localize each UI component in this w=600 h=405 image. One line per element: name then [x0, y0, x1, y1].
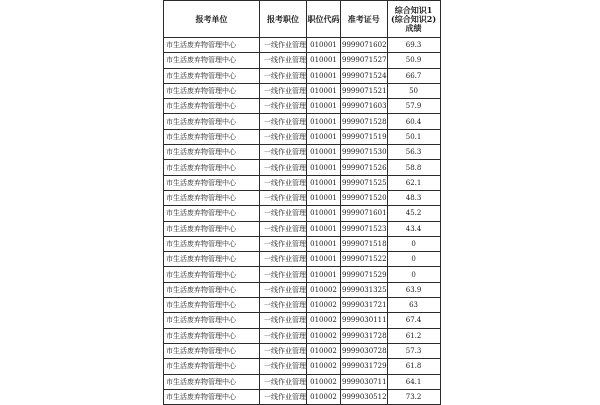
- header-position: 报考职位: [260, 1, 307, 38]
- cell-ticket: 9999071521: [341, 83, 388, 98]
- cell-position: 一线作业管理: [260, 298, 307, 313]
- cell-code: 010001: [307, 145, 341, 160]
- cell-ticket: 9999071602: [341, 38, 388, 53]
- cell-code: 010001: [307, 160, 341, 175]
- header-unit: 报考单位: [164, 1, 260, 38]
- cell-unit: 市生活废弃物管理中心: [164, 267, 260, 282]
- table-row: [164, 252, 441, 267]
- cell-unit: 市生活废弃物管理中心: [164, 83, 260, 98]
- cell-code: 010002: [307, 359, 341, 374]
- cell-unit: 市生活废弃物管理中心: [164, 252, 260, 267]
- cell-ticket: 9999071530: [341, 145, 388, 160]
- cell-position: 一线作业管理: [260, 175, 307, 190]
- table-row: [164, 129, 441, 144]
- table-row: [164, 53, 441, 68]
- cell-unit: 市生活废弃物管理中心: [164, 114, 260, 129]
- cell-position: 一线作业管理: [260, 236, 307, 251]
- cell-position: 一线作业管理: [260, 129, 307, 144]
- cell-score: 67.4: [387, 313, 440, 328]
- score-table: [163, 0, 441, 405]
- cell-ticket: 9999071527: [341, 53, 388, 68]
- header-score: [387, 1, 440, 38]
- cell-score: 63: [387, 298, 440, 313]
- cell-code: 010001: [307, 267, 341, 282]
- table-row: [164, 99, 441, 114]
- score-sheet: [163, 0, 441, 405]
- cell-score: 0: [387, 267, 440, 282]
- cell-unit: 市生活废弃物管理中心: [164, 160, 260, 175]
- cell-unit: 市生活废弃物管理中心: [164, 38, 260, 53]
- cell-score: 57.9: [387, 99, 440, 114]
- cell-score: 60.4: [387, 114, 440, 129]
- cell-unit: 市生活废弃物管理中心: [164, 53, 260, 68]
- cell-ticket: 9999071528: [341, 114, 388, 129]
- cell-code: 010001: [307, 236, 341, 251]
- cell-score: 48.3: [387, 190, 440, 205]
- table-row: [164, 206, 441, 221]
- cell-ticket: 9999071603: [341, 99, 388, 114]
- cell-ticket: 9999071601: [341, 206, 388, 221]
- cell-unit: 市生活废弃物管理中心: [164, 129, 260, 144]
- cell-code: 010001: [307, 53, 341, 68]
- cell-ticket: 9999071522: [341, 252, 388, 267]
- cell-code: 010001: [307, 38, 341, 53]
- cell-score: 0: [387, 236, 440, 251]
- cell-unit: 市生活废弃物管理中心: [164, 221, 260, 236]
- cell-code: 010002: [307, 343, 341, 358]
- table-row: [164, 374, 441, 389]
- cell-position: 一线作业管理: [260, 145, 307, 160]
- table-row: [164, 83, 441, 98]
- cell-score: 50: [387, 83, 440, 98]
- header-code: 职位代码: [307, 1, 341, 38]
- cell-code: 010002: [307, 389, 341, 404]
- cell-code: 010001: [307, 206, 341, 221]
- cell-unit: 市生活废弃物管理中心: [164, 374, 260, 389]
- cell-score: 63.9: [387, 282, 440, 297]
- table-row: [164, 221, 441, 236]
- cell-position: 一线作业管理: [260, 190, 307, 205]
- cell-unit: 市生活废弃物管理中心: [164, 175, 260, 190]
- cell-ticket: 9999071526: [341, 160, 388, 175]
- cell-code: 010002: [307, 298, 341, 313]
- table-row: [164, 282, 441, 297]
- cell-score: 50.9: [387, 53, 440, 68]
- cell-code: 010001: [307, 175, 341, 190]
- cell-score: 61.2: [387, 328, 440, 343]
- cell-unit: 市生活废弃物管理中心: [164, 99, 260, 114]
- cell-score: 50.1: [387, 129, 440, 144]
- header-score-line3: 成绩: [405, 22, 422, 33]
- cell-position: 一线作业管理: [260, 114, 307, 129]
- table-row: [164, 114, 441, 129]
- table-body: [164, 38, 441, 405]
- cell-position: 一线作业管理: [260, 359, 307, 374]
- cell-code: 010002: [307, 282, 341, 297]
- table-row: [164, 298, 441, 313]
- cell-code: 010001: [307, 114, 341, 129]
- cell-unit: 市生活废弃物管理中心: [164, 298, 260, 313]
- cell-ticket: 9999030512: [341, 389, 388, 404]
- cell-unit: 市生活废弃物管理中心: [164, 282, 260, 297]
- cell-unit: 市生活废弃物管理中心: [164, 389, 260, 404]
- table-row: [164, 190, 441, 205]
- cell-score: 61.8: [387, 359, 440, 374]
- cell-unit: 市生活废弃物管理中心: [164, 359, 260, 374]
- table-row: [164, 175, 441, 190]
- cell-score: 69.3: [387, 38, 440, 53]
- header-score-line2: (综合知识2): [390, 13, 437, 24]
- cell-code: 010002: [307, 374, 341, 389]
- cell-ticket: 9999071523: [341, 221, 388, 236]
- cell-position: 一线作业管理: [260, 160, 307, 175]
- cell-position: 一线作业管理: [260, 68, 307, 83]
- cell-score: 58.8: [387, 160, 440, 175]
- table-row: [164, 328, 441, 343]
- cell-unit: 市生活废弃物管理中心: [164, 236, 260, 251]
- cell-ticket: 9999071519: [341, 129, 388, 144]
- header-ticket: 准考证号: [341, 1, 388, 38]
- table-row: [164, 389, 441, 404]
- cell-ticket: 9999071525: [341, 175, 388, 190]
- table-row: [164, 236, 441, 251]
- cell-score: 64.1: [387, 374, 440, 389]
- cell-unit: 市生活废弃物管理中心: [164, 68, 260, 83]
- table-row: [164, 267, 441, 282]
- cell-ticket: 9999030728: [341, 343, 388, 358]
- cell-position: 一线作业管理: [260, 83, 307, 98]
- cell-unit: 市生活废弃物管理中心: [164, 190, 260, 205]
- cell-ticket: 9999071529: [341, 267, 388, 282]
- cell-position: 一线作业管理: [260, 53, 307, 68]
- cell-position: 一线作业管理: [260, 328, 307, 343]
- cell-unit: 市生活废弃物管理中心: [164, 145, 260, 160]
- cell-code: 010001: [307, 221, 341, 236]
- table-row: [164, 313, 441, 328]
- cell-position: 一线作业管理: [260, 313, 307, 328]
- cell-ticket: 9999071518: [341, 236, 388, 251]
- cell-score: 66.7: [387, 68, 440, 83]
- cell-position: 一线作业管理: [260, 267, 307, 282]
- cell-position: 一线作业管理: [260, 99, 307, 114]
- cell-position: 一线作业管理: [260, 343, 307, 358]
- cell-code: 010001: [307, 83, 341, 98]
- cell-ticket: 9999030711: [341, 374, 388, 389]
- cell-ticket: 9999071524: [341, 68, 388, 83]
- cell-score: 57.3: [387, 343, 440, 358]
- cell-code: 010001: [307, 190, 341, 205]
- cell-code: 010001: [307, 68, 341, 83]
- table-row: [164, 68, 441, 83]
- table-row: [164, 160, 441, 175]
- cell-code: 010002: [307, 313, 341, 328]
- cell-ticket: 9999031728: [341, 328, 388, 343]
- cell-score: 43.4: [387, 221, 440, 236]
- cell-ticket: 9999031721: [341, 298, 388, 313]
- cell-score: 73.2: [387, 389, 440, 404]
- cell-score: 62.1: [387, 175, 440, 190]
- cell-position: 一线作业管理: [260, 282, 307, 297]
- cell-unit: 市生活废弃物管理中心: [164, 343, 260, 358]
- table-row: [164, 343, 441, 358]
- cell-score: 56.3: [387, 145, 440, 160]
- cell-unit: 市生活废弃物管理中心: [164, 206, 260, 221]
- cell-code: 010001: [307, 252, 341, 267]
- cell-code: 010001: [307, 99, 341, 114]
- cell-ticket: 9999031325: [341, 282, 388, 297]
- cell-unit: 市生活废弃物管理中心: [164, 313, 260, 328]
- cell-position: 一线作业管理: [260, 206, 307, 221]
- header-row: [164, 1, 441, 38]
- cell-position: 一线作业管理: [260, 221, 307, 236]
- cell-position: 一线作业管理: [260, 38, 307, 53]
- cell-score: 45.2: [387, 206, 440, 221]
- cell-code: 010001: [307, 129, 341, 144]
- table-row: [164, 38, 441, 53]
- cell-score: 0: [387, 252, 440, 267]
- cell-position: 一线作业管理: [260, 374, 307, 389]
- header-score-line1: 综合知识1: [394, 4, 433, 15]
- table-row: [164, 359, 441, 374]
- table-row: [164, 145, 441, 160]
- cell-position: 一线作业管理: [260, 252, 307, 267]
- cell-position: 一线作业管理: [260, 389, 307, 404]
- cell-unit: 市生活废弃物管理中心: [164, 328, 260, 343]
- cell-ticket: 9999030111: [341, 313, 388, 328]
- cell-code: 010002: [307, 328, 341, 343]
- cell-ticket: 9999071520: [341, 190, 388, 205]
- cell-ticket: 9999031729: [341, 359, 388, 374]
